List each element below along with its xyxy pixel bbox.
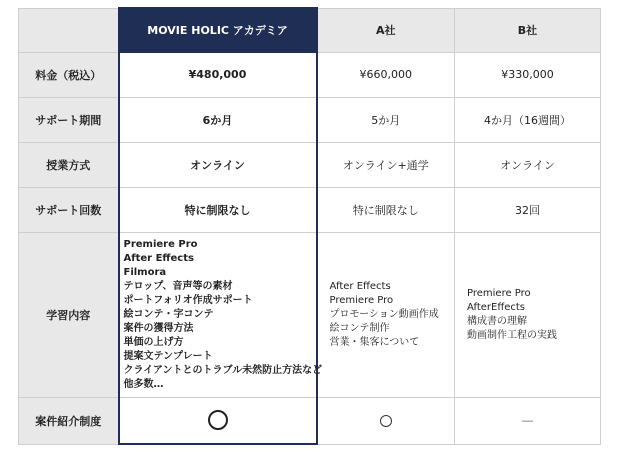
- study-item: 案件の獲得方法: [123, 322, 194, 334]
- header-movie-holic: MOVIE HOLIC アカデミア: [119, 8, 317, 52]
- price-movie-holic: ¥480,000: [119, 52, 317, 97]
- price-company-b: ¥330,000: [455, 52, 601, 97]
- row-class-format: [19, 142, 601, 187]
- support-count-movie-holic: 特に制限なし: [119, 187, 317, 232]
- row-support-period: [19, 97, 601, 142]
- study-item: Filmora: [123, 266, 167, 278]
- study-item: After Effects: [123, 252, 194, 264]
- study-item: Premiere Pro: [467, 287, 531, 299]
- study-item: プロモーション動画作成: [329, 308, 439, 320]
- study-item: 絵コンテ・字コンテ: [123, 308, 214, 320]
- label-support-count: サポート回数: [19, 187, 119, 232]
- study-item: 構成書の理解: [467, 315, 527, 327]
- study-item: 営業・集客について: [329, 336, 420, 348]
- label-class-format: 授業方式: [19, 142, 119, 187]
- class-format-company-a: オンライン+通学: [317, 142, 455, 187]
- study-item: 動画制作工程の実践: [467, 329, 557, 341]
- study-content-movie-holic: [119, 232, 323, 397]
- study-item: AfterEffects: [467, 301, 526, 313]
- support-period-company-b: 4か月（16週間）: [455, 97, 601, 142]
- study-item: 絵コンテ制作: [329, 322, 390, 334]
- row-price: [19, 52, 601, 97]
- label-support-period: サポート期間: [19, 97, 119, 142]
- study-item: ポートフォリオ作成サポート: [123, 294, 253, 306]
- label-price: 料金（税込）: [19, 52, 119, 97]
- label-study-content: 学習内容: [19, 232, 119, 397]
- price-company-a: ¥660,000: [317, 52, 455, 97]
- comparison-table: [18, 7, 601, 445]
- small-circle-icon: [380, 415, 392, 427]
- large-circle-icon: [208, 410, 228, 430]
- dash-mark: ―: [522, 414, 533, 427]
- study-item: 単価の上げ方: [123, 336, 184, 348]
- study-item: Premiere Pro: [329, 294, 394, 306]
- label-referral: 案件紹介制度: [19, 397, 119, 444]
- study-item: 他多数…: [123, 378, 164, 390]
- referral-movie-holic: [119, 397, 317, 444]
- referral-company-b: [455, 397, 601, 444]
- support-period-company-a: 5か月: [317, 97, 455, 142]
- study-item: After Effects: [329, 280, 391, 292]
- row-study-content: [19, 232, 601, 397]
- study-item: Premiere Pro: [123, 238, 198, 250]
- study-item: クライアントとのトラブル未然防止方法など: [123, 364, 323, 376]
- header-row: [19, 8, 601, 52]
- header-blank-cell: [19, 8, 119, 52]
- study-content-company-a: [317, 232, 455, 397]
- class-format-movie-holic: オンライン: [119, 142, 317, 187]
- study-item: 提案文テンプレート: [123, 350, 213, 362]
- referral-company-a: [317, 397, 455, 444]
- header-company-b: B社: [455, 8, 601, 52]
- study-list-movie-holic: [120, 238, 323, 392]
- support-count-company-b: 32回: [455, 187, 601, 232]
- class-format-company-b: オンライン: [455, 142, 601, 187]
- study-content-company-b: [455, 232, 601, 397]
- study-list-company-b: [455, 287, 600, 343]
- row-referral: [19, 397, 601, 444]
- row-support-count: [19, 187, 601, 232]
- study-list-company-a: [318, 280, 455, 350]
- support-period-movie-holic: 6か月: [119, 97, 317, 142]
- support-count-company-a: 特に制限なし: [317, 187, 455, 232]
- study-item: テロップ、音声等の素材: [123, 280, 233, 292]
- header-company-a: A社: [317, 8, 455, 52]
